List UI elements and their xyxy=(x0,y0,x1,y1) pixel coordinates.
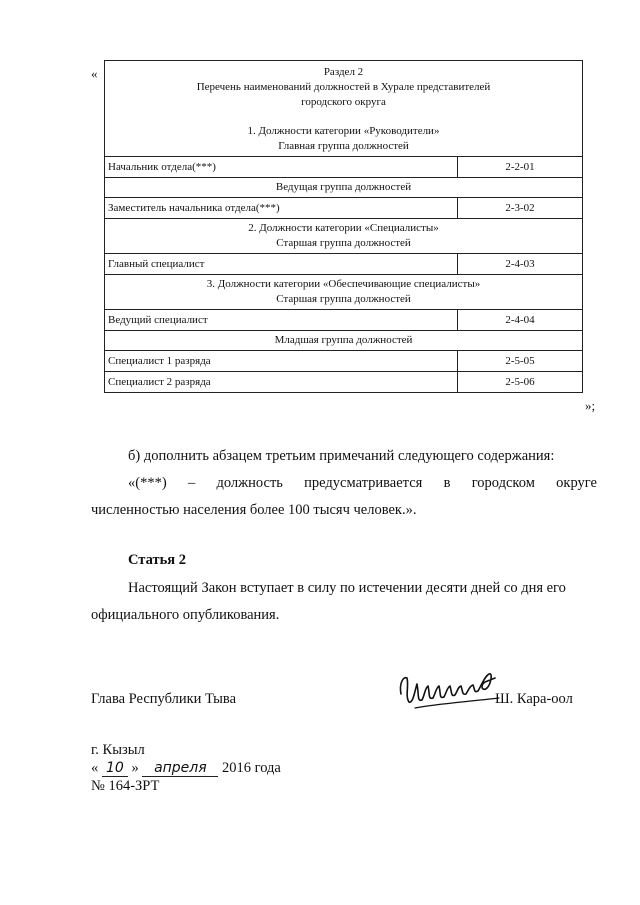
table-title-line2: городского округа xyxy=(301,96,386,108)
group-lead-label: Ведущая группа должностей xyxy=(105,178,583,198)
article-title: Статья 2 xyxy=(128,552,186,568)
signatory-title: Глава Республики Тыва xyxy=(91,691,237,707)
date-month: апреля xyxy=(142,760,218,777)
law-number: № 164-ЗРТ xyxy=(91,778,160,794)
category-row xyxy=(105,275,583,310)
handwritten-signature xyxy=(395,664,505,714)
position-name: Начальник отдела(***) xyxy=(105,157,458,178)
signing-date xyxy=(91,760,281,777)
position-code: 2-3-02 xyxy=(458,198,583,219)
table-header-cell xyxy=(105,61,583,157)
category-row xyxy=(105,219,583,254)
table-title-line1: Перечень наименований должностей в Хурале представителей xyxy=(196,81,491,93)
city-label: г. Кызыл xyxy=(91,742,145,758)
group-row xyxy=(105,178,583,198)
article-line2: официального опубликования. xyxy=(91,607,280,623)
table-row xyxy=(105,351,583,372)
amendment-line3: численностью населения более 100 тысяч человек.». xyxy=(91,502,417,518)
position-name: Главный специалист xyxy=(105,254,458,275)
table-row xyxy=(105,198,583,219)
position-code: 2-5-05 xyxy=(458,351,583,372)
position-name: Специалист 2 разряда xyxy=(105,372,458,393)
category-2-label: 2. Должности категории «Специалисты» xyxy=(248,222,439,234)
group-main-label: Главная группа должностей xyxy=(278,140,409,152)
table-row xyxy=(105,157,583,178)
position-code: 2-4-03 xyxy=(458,254,583,275)
position-name: Специалист 1 разряда xyxy=(105,351,458,372)
amendment-word: должность xyxy=(216,475,283,491)
amendment-word: «(***) xyxy=(128,475,167,491)
group-senior-label: Старшая группа должностей xyxy=(276,237,411,249)
position-code: 2-4-04 xyxy=(458,310,583,331)
positions-table xyxy=(104,60,583,393)
position-name: Ведущий специалист xyxy=(105,310,458,331)
position-name: Заместитель начальника отдела(***) xyxy=(105,198,458,219)
position-code: 2-5-06 xyxy=(458,372,583,393)
signatory-name: Ш. Кара-оол xyxy=(495,691,573,707)
amendment-word: городском xyxy=(471,475,535,491)
date-close-quote: » xyxy=(131,760,139,776)
group-row xyxy=(105,331,583,351)
group-senior-label: Старшая группа должностей xyxy=(276,293,411,305)
closing-quote: »; xyxy=(585,398,596,413)
category-2-cell xyxy=(105,219,583,254)
table-header-row xyxy=(105,61,583,157)
group-junior-label: Младшая группа должностей xyxy=(105,331,583,351)
amendment-word: предусматривается xyxy=(304,475,423,491)
amendment-word: – xyxy=(187,475,196,491)
date-open-quote: « xyxy=(91,760,99,776)
table-row xyxy=(105,254,583,275)
article-line1: Настоящий Закон вступает в силу по истечении десяти дней со дня его xyxy=(128,580,566,596)
date-year: 2016 года xyxy=(222,760,281,776)
amendment-word: округе xyxy=(556,475,597,491)
position-code: 2-2-01 xyxy=(458,157,583,178)
table-row xyxy=(105,372,583,393)
amendment-word: в xyxy=(443,475,451,491)
amendment-line1: б) дополнить абзацем третьим примечаний следующего содержания: xyxy=(128,448,555,464)
table-row xyxy=(105,310,583,331)
category-3-label: 3. Должности категории «Обеспечивающие специалисты» xyxy=(206,278,481,290)
section-label: Раздел 2 xyxy=(323,66,364,78)
opening-quote: « xyxy=(91,66,98,81)
date-day: 10 xyxy=(102,760,128,777)
amendment-line2 xyxy=(128,475,597,492)
category-1-label: 1. Должности категории «Руководители» xyxy=(247,125,440,137)
category-3-cell xyxy=(105,275,583,310)
